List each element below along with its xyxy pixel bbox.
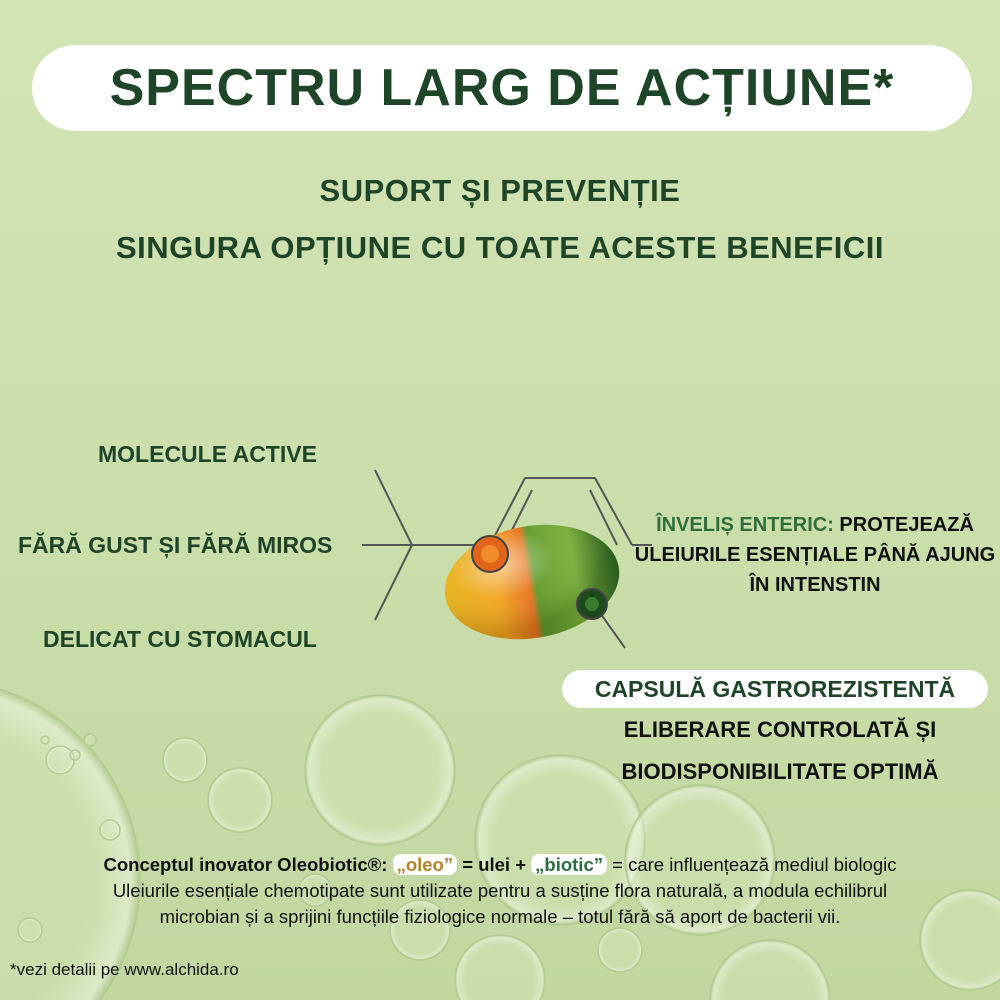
release-line-1: ELIBERARE CONTROLATĂ ȘI	[623, 717, 937, 742]
concept-eq1: = ulei +	[457, 854, 532, 875]
enteric-line3: ÎN INTENSTIN	[749, 574, 881, 596]
benefit-molecule-active: MOLECULE ACTIVE	[98, 441, 317, 467]
capsule-icon	[436, 512, 629, 653]
enteric-description	[630, 510, 1000, 600]
oleo-term: „oleo”	[393, 854, 458, 875]
concept-lead: Conceptul inovator Oleobiotic®:	[103, 854, 388, 875]
enteric-accent: ÎNVELIȘ ENTERIC:	[656, 514, 834, 536]
enteric-line1: PROTEJEAZĂ	[833, 514, 974, 536]
footnote: *vezi detalii pe www.alchida.ro	[10, 960, 239, 979]
concept-eq2: = care influențează mediul biologic	[607, 854, 897, 875]
benefit-no-taste-smell: FĂRĂ GUST ȘI FĂRĂ MIROS	[18, 532, 333, 558]
capsule-badge	[562, 670, 988, 708]
biotic-term: „biotic”	[531, 854, 607, 875]
subtitle-line-1: SUPORT ȘI PREVENȚIE	[319, 173, 681, 208]
page-title: SPECTRU LARG DE ACȚIUNE*	[109, 59, 895, 117]
release-line-2: BIODISPONIBILITATE OPTIMĂ	[621, 759, 939, 784]
concept-line2: Uleiurile esențiale chemotipate sunt utilizate pentru a susține flora naturală, a modula echilibrul	[112, 880, 888, 901]
benefit-gentle-stomach: DELICAT CU STOMACUL	[43, 626, 317, 652]
concept-paragraph	[0, 852, 1000, 930]
concept-line3: microbian și a sprijini funcțiile fiziologice normale – totul fără să aport de bacterii vii.	[159, 906, 841, 927]
enteric-line2: ULEIURILE ESENȚIALE PÂNĂ AJUNG	[634, 544, 996, 566]
capsule-badge-label: CAPSULĂ GASTROREZISTENTĂ	[594, 675, 956, 702]
subtitle-line-2: SINGURA OPȚIUNE CU TOATE ACESTE BENEFICII	[116, 230, 884, 265]
